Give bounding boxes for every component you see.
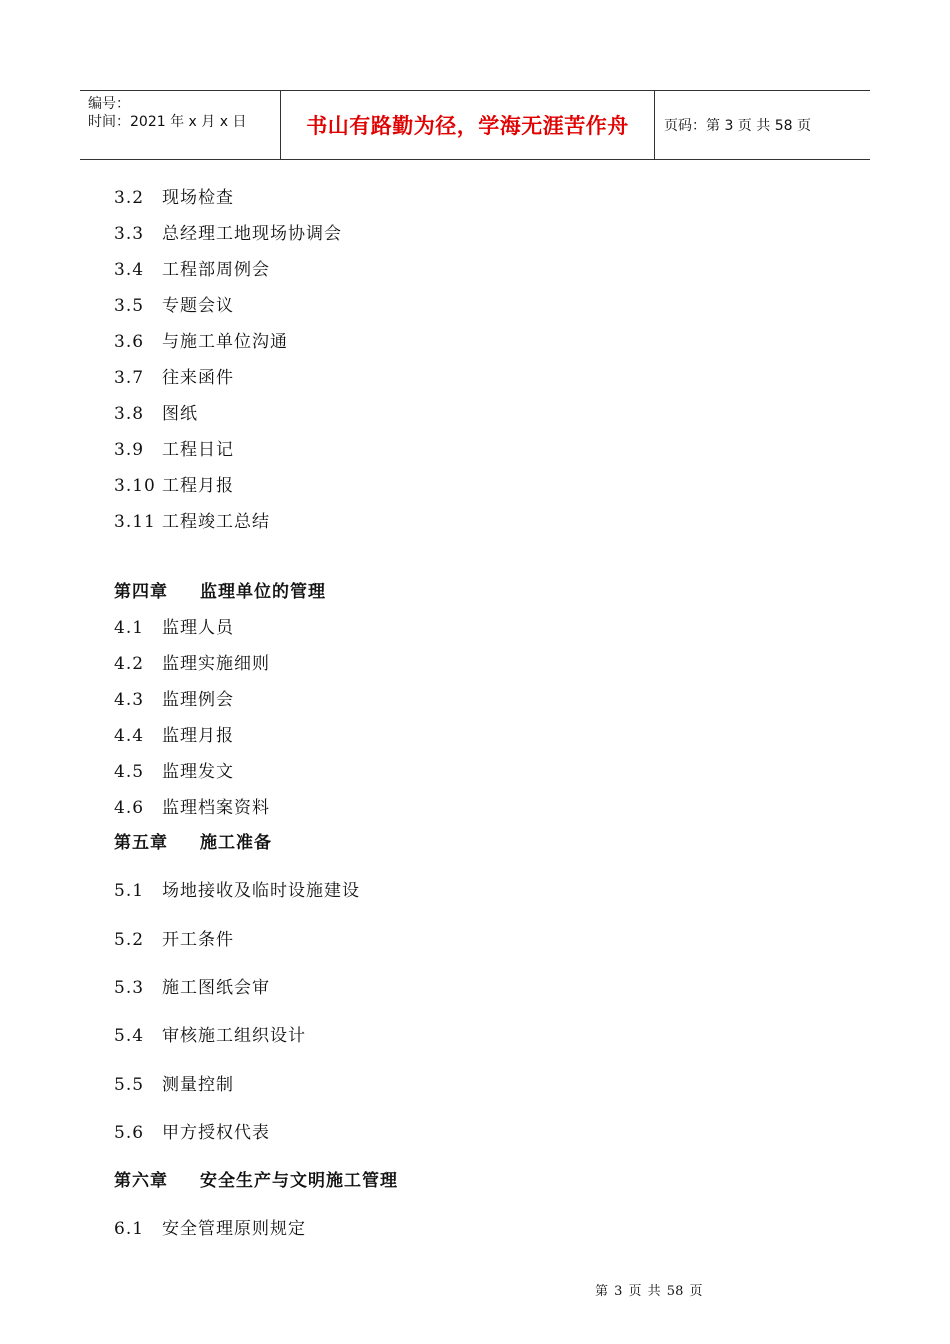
toc-item-title: 测量控制: [162, 1075, 234, 1095]
chapter-title: 施工准备: [200, 833, 272, 853]
toc-item: [114, 435, 234, 460]
toc-item-title: 专题会议: [162, 296, 234, 316]
toc-item-number: 5.4: [114, 1026, 145, 1046]
header-date: 时间：2021 年 x 月 x 日: [88, 114, 247, 130]
toc-item-number: 5.1: [114, 881, 145, 901]
toc-item: [114, 1118, 270, 1143]
toc-item: [114, 721, 234, 746]
toc-item: [114, 685, 234, 710]
toc-item-number: 4.2: [114, 654, 145, 674]
toc-item-title: 工程部周例会: [162, 260, 270, 280]
toc-item-title: 工程竣工总结: [162, 512, 270, 532]
toc-item: [114, 399, 198, 424]
toc-item-title: 场地接收及临时设施建设: [162, 881, 360, 901]
toc-item: [114, 925, 234, 950]
toc-item-number: 3.10: [114, 476, 156, 496]
toc-item-number: 3.4: [114, 260, 145, 280]
toc-item-title: 与施工单位沟通: [162, 332, 288, 352]
toc-item-title: 甲方授权代表: [162, 1123, 270, 1143]
toc-item-number: 3.2: [114, 188, 145, 208]
chapter-heading: [114, 828, 272, 853]
toc-item-title: 总经理工地现场协调会: [162, 224, 342, 244]
toc-item: [114, 1070, 234, 1095]
header-page-info: 页码：第 3 页 共 58 页: [664, 118, 811, 134]
toc-item-title: 监理发文: [162, 762, 234, 782]
toc-item: [114, 613, 234, 638]
toc-item-number: 3.5: [114, 296, 145, 316]
toc-item-title: 往来函件: [162, 368, 234, 388]
toc-item: [114, 291, 234, 316]
toc-item: [114, 471, 234, 496]
footer-page-number: 第 3 页 共 58 页: [595, 1284, 703, 1299]
toc-item: [114, 649, 270, 674]
toc-item: [114, 1021, 306, 1046]
toc-item: [114, 793, 270, 818]
chapter-number: 第六章: [114, 1171, 168, 1191]
chapter-title: 监理单位的管理: [200, 582, 326, 602]
toc-item-number: 5.5: [114, 1075, 145, 1095]
toc-item-number: 4.3: [114, 690, 145, 710]
toc-item-title: 监理月报: [162, 726, 234, 746]
toc-item-title: 图纸: [162, 404, 198, 424]
toc-item-number: 4.5: [114, 762, 145, 782]
toc-item-number: 3.11: [114, 512, 156, 532]
toc-item-title: 施工图纸会审: [162, 978, 270, 998]
toc-item: [114, 876, 360, 901]
toc-item: [114, 327, 288, 352]
toc-item: [114, 973, 270, 998]
toc-item-number: 6.1: [114, 1219, 145, 1239]
toc-item-number: 3.3: [114, 224, 145, 244]
toc-item: [114, 507, 270, 532]
toc-item-number: 3.9: [114, 440, 145, 460]
toc-item-title: 监理人员: [162, 618, 234, 638]
toc-item-title: 工程月报: [162, 476, 234, 496]
toc-item-number: 3.6: [114, 332, 145, 352]
toc-item: [114, 255, 270, 280]
toc-item-title: 监理档案资料: [162, 798, 270, 818]
page-header: [80, 90, 870, 160]
toc-item: [114, 757, 234, 782]
toc-item-title: 审核施工组织设计: [162, 1026, 306, 1046]
toc-item-number: 3.8: [114, 404, 145, 424]
header-motto-cell: [281, 91, 655, 159]
chapter-number: 第五章: [114, 833, 168, 853]
toc-item-title: 现场检查: [162, 188, 234, 208]
chapter-heading: [114, 1166, 398, 1191]
toc-item-number: 5.2: [114, 930, 145, 950]
toc-item-number: 4.6: [114, 798, 145, 818]
toc-item: [114, 363, 234, 388]
chapter-number: 第四章: [114, 582, 168, 602]
header-number-label: 编号：: [88, 96, 130, 112]
chapter-title: 安全生产与文明施工管理: [200, 1171, 398, 1191]
toc-item-title: 工程日记: [162, 440, 234, 460]
toc-item-title: 开工条件: [162, 930, 234, 950]
toc-item-number: 4.4: [114, 726, 145, 746]
header-motto: 书山有路勤为径，学海无涯苦作舟: [306, 114, 629, 138]
toc-item-number: 5.3: [114, 978, 145, 998]
toc-item: [114, 219, 342, 244]
toc-item-title: 安全管理原则规定: [162, 1219, 306, 1239]
toc-item-number: 4.1: [114, 618, 145, 638]
toc-item-title: 监理例会: [162, 690, 234, 710]
toc-item-number: 3.7: [114, 368, 145, 388]
toc-item: [114, 1214, 306, 1239]
toc-item: [114, 183, 234, 208]
toc-item-title: 监理实施细则: [162, 654, 270, 674]
toc-item-number: 5.6: [114, 1123, 145, 1143]
chapter-heading: [114, 577, 326, 602]
header-meta: [80, 91, 281, 159]
